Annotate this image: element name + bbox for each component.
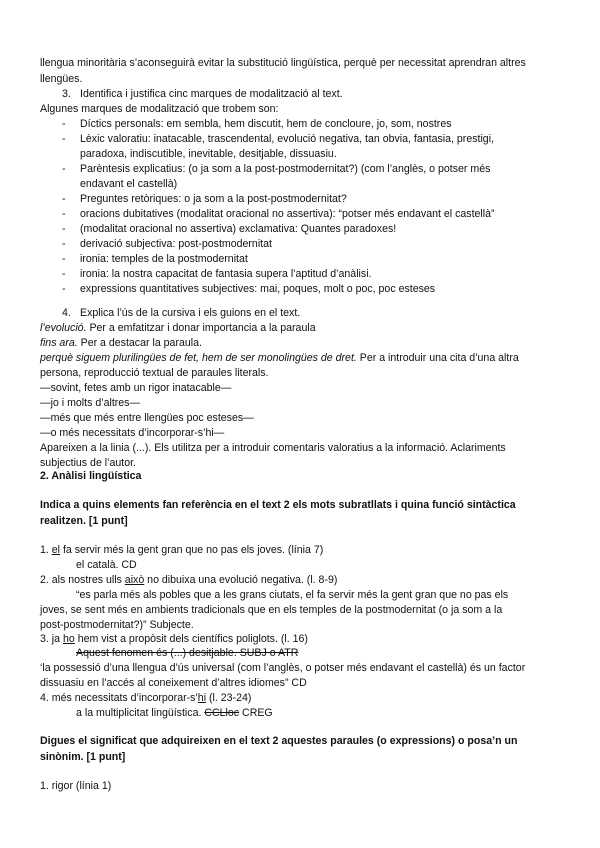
explanation: Per a destacar la paraula. (77, 337, 202, 349)
list-item: Preguntes retòriques: o ja som a la post-postmodernitat? (80, 193, 347, 205)
question-3-text: Identifica i justifica cinc marques de modalització al text. (80, 88, 343, 100)
intro-line-2: llengües. (40, 73, 83, 85)
answer-text: a la multiplicitat lingüística. (76, 707, 205, 719)
list-bullet: - (62, 118, 66, 130)
question-4-text: Explica l’ús de la cursiva i els guions en el text. (80, 307, 301, 319)
list-item: ironia: la nostra capacitat de fantasia supera l’aptitud d’anàlisi. (80, 268, 372, 280)
list-bullet: - (62, 253, 66, 265)
question-4-number: 4. (62, 307, 71, 319)
exercise-item-3 (40, 632, 308, 646)
item-prefix: 1. (40, 544, 52, 556)
exercise-instruction-3: Digues el significat que adquireixen en el text 2 aquestes paraules (o expressions) o posa’n un (40, 735, 518, 747)
cursive-example-2 (40, 336, 202, 350)
list-item: derivació subjectiva: post-postmodernitat (80, 238, 272, 250)
list-bullet: - (62, 268, 66, 280)
dash-explanation-2: subjectius de l’autor. (40, 457, 136, 469)
section-2-title: 2. Anàlisi lingüística (40, 470, 142, 482)
list-item-continuation: paradoxa, indiscutible, inevitable, desitjable, dissuasiu. (80, 148, 337, 160)
exercise-answer-3-continuation: dissuasiu en l’accés al coneixement d’altres idiomes” CD (40, 677, 307, 689)
intro-line-1: llengua minoritària s’aconseguirà evitar la substitució lingüística, perquè per necessitat aprendran altres (40, 57, 526, 69)
list-item: Lèxic valoratiu: inatacable, trascendental, evolució negativa, tan obvia, fantasia, prestigi, (80, 133, 494, 145)
struck-answer: Aquest fenomen és (...) desitjable. SUBJ o ATR (76, 647, 299, 659)
item-text: (l. 23-24) (206, 692, 252, 704)
exercise-item-2 (40, 573, 337, 587)
dash-explanation-1: Apareixen a la linia (...). Els utilitza per a introduir comentaris valoratius a la informació. Aclariments (40, 442, 506, 454)
underlined-word: això (124, 574, 145, 586)
list-bullet: - (62, 223, 66, 235)
exercise-answer-4 (76, 706, 273, 720)
cursive-example-1 (40, 321, 316, 335)
exercise-item-4 (40, 691, 251, 705)
question-3-lead: Algunes marques de modalització que trobem son: (40, 103, 279, 115)
dash-example-1: —sovint, fetes amb un rigor inatacable— (40, 382, 232, 394)
underlined-word: el (51, 544, 61, 556)
explanation: Per a emfatitzar i donar importancia a la paraula (86, 322, 316, 334)
exercise-answer-2: “es parla més als pobles que a les grans ciutats, el fa servir més la gent gran que no pas els (76, 589, 509, 601)
dash-example-2: —jo i molts d’altres— (40, 397, 141, 409)
exercise-instruction-2: realitzen. [1 punt] (40, 515, 128, 527)
underlined-word: hi (197, 692, 207, 704)
list-item: expressions quantitatives subjectives: mai, poques, molt o poc, poc esteses (80, 283, 436, 295)
item-prefix: 4. més necessitats d’incorporar-s’ (40, 692, 198, 704)
list-bullet: - (62, 133, 66, 145)
list-item: ironia: temples de la postmodernitat (80, 253, 248, 265)
exercise-instruction-4: sinònim. [1 punt] (40, 751, 126, 763)
list-bullet: - (62, 208, 66, 220)
word-item-1: 1. rigor (línia 1) (40, 780, 112, 792)
list-item: (modalitat oracional no assertiva) exclamativa: Quantes paradoxes! (80, 223, 397, 235)
item-text: hem vist a propòsit dels científics poliglots. (l. 16) (74, 633, 308, 645)
list-bullet: - (62, 238, 66, 250)
question-3-number: 3. (62, 88, 71, 100)
list-bullet: - (62, 193, 66, 205)
list-bullet: - (62, 163, 66, 175)
exercise-answer-1: el català. CD (76, 559, 137, 571)
dash-example-3: —més que més entre llengües poc esteses— (40, 412, 254, 424)
explanation: Per a introduir una cita d’una altra (356, 352, 519, 364)
list-item: Díctics personals: em sembla, hem discutit, hem de concloure, jo, som, nostres (80, 118, 452, 130)
dash-example-4: —o més necessitats d’incorporar-s’hi— (40, 427, 225, 439)
answer-text: CREG (239, 707, 273, 719)
list-item: oracions dubitatives (modalitat oracional no assertiva): “potser més endavant el castellà” (80, 208, 495, 220)
italic-term: fins ara. (40, 337, 78, 349)
item-prefix: 2. als nostres ulls (40, 574, 125, 586)
struck-answer: CCLloc (204, 707, 240, 719)
exercise-answer-3: ‘la possessió d’una llengua d’ús universal (com l’anglès, o potser més endavant el castellà) és un factor (40, 662, 526, 674)
list-bullet: - (62, 283, 66, 295)
exercise-instruction-1: Indica a quins elements fan referència en el text 2 els mots subratllats i quina funció sintàctica (40, 499, 516, 511)
list-item-continuation: endavant el castellà) (80, 178, 178, 190)
item-prefix: 3. ja (40, 633, 63, 645)
exercise-item-1 (40, 543, 323, 557)
list-item: Parèntesis explicatius: (o ja som a la post-postmodernitat?) (com l’anglès, o potser més (80, 163, 491, 175)
cursive-example-3 (40, 351, 519, 365)
item-text: fa servir més la gent gran que no pas els joves. (línia 7) (60, 544, 324, 556)
cursive-example-3-continuation: persona, reproducció textual de paraules literals. (40, 367, 269, 379)
italic-term: l’evolució. (40, 322, 87, 334)
exercise-answer-2-continuation: post-postmodernitat?)” Subjecte. (40, 619, 194, 631)
exercise-answer-2-continuation: joves, se sent més en ambients tradicionals que en els temples de la postmodernitat (o ja som a la (40, 604, 503, 616)
italic-term: perquè siguem plurilingües de fet, hem de ser monolingües de dret. (40, 352, 357, 364)
underlined-word: ho (62, 633, 75, 645)
item-text: no dibuixa una evolució negativa. (l. 8-9) (144, 574, 338, 586)
